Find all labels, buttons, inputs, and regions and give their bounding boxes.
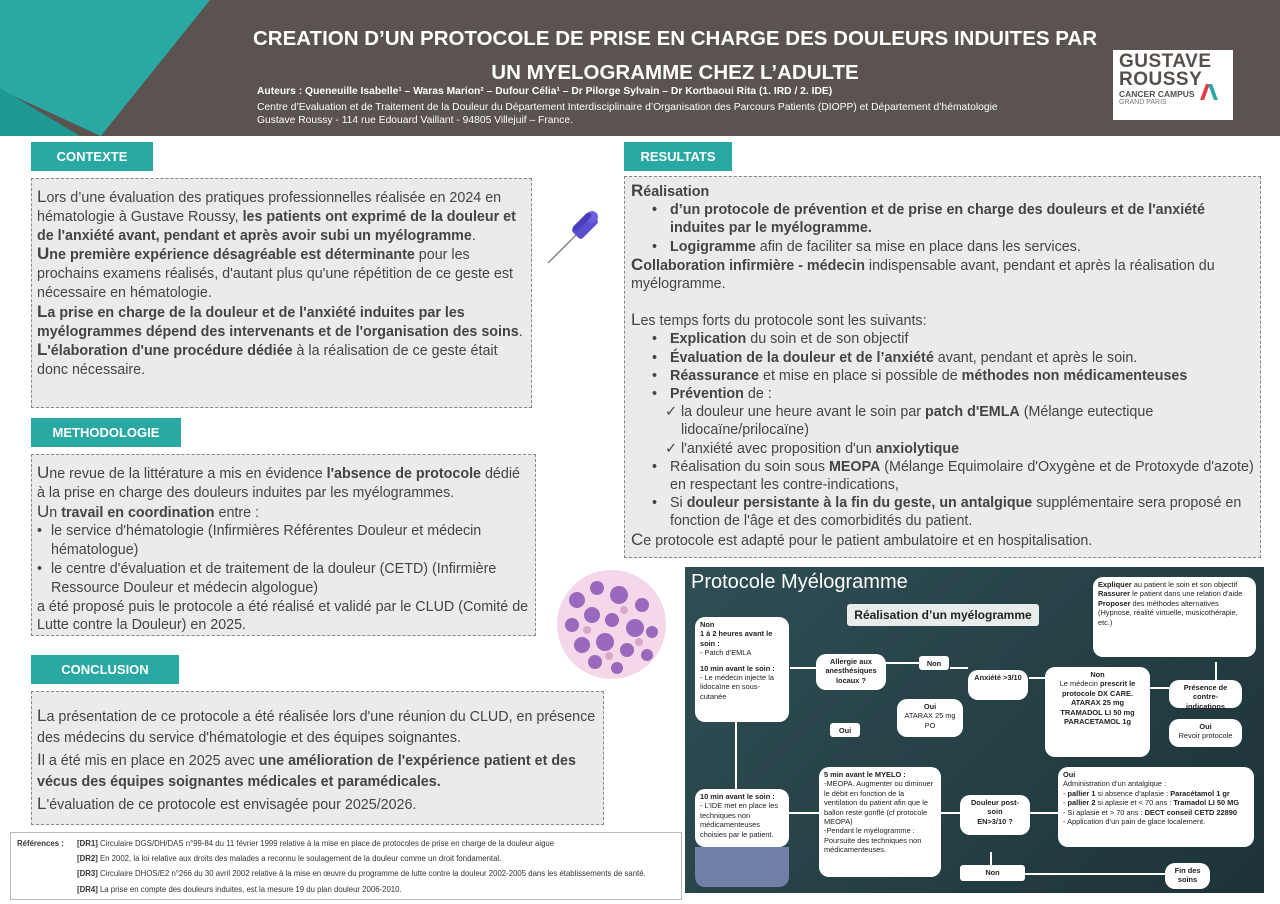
non-node: Non bbox=[919, 656, 949, 670]
resultats-label: RESULTATS bbox=[624, 142, 732, 171]
contre-indications-node: Présence de contre-indications bbox=[1169, 680, 1242, 708]
resultats-box: Réalisation • d’un protocole de prévention et de prise en charge des douleurs et de l'anxiété induites par le myélogramme. • Logigramme afin de faciliter sa mise en place dans les services. Collaboration infirmière - médecin indispensable avant, pendant et après la réalisation du myélogramme. Les temps forts du protocole sont les suivants: • Explication du soin et de son objectif • Évaluation de la douleur et de l’anxiété avant, pendant et après le soin. • Réassurance et mise en place si possible de méthodes non médicamenteuses • Prévention de : ✓ la douleur une heure avant le soin par patch d'EMLA (Mélange eutectique lidocaïne/prilocaïne) ✓ l'anxiété avec proposition d'un anxiolytique • Réalisation du soin sous MEOPA (Mélange Equimolaire d'Oxygène et de Protoxyde d'azote) en respectant les contre-indications, • Si douleur persistante à la fin du geste, un antalgique supplémentaire sera proposé en fonction de l'âge et des comorbidités du patient. Ce protocole est adapté pour le patient ambulatoire et en hospitalisation. bbox=[624, 176, 1261, 558]
ide-node: 10 min avant le soin : - L’IDE met en place les techniques non médicamenteuses choisies par le patient. bbox=[695, 789, 789, 847]
oui-node: Oui bbox=[830, 723, 860, 737]
conclusion-box: La présentation de ce protocole a été réalisée lors d'une réunion du CLUD, en présence des médecins du service d'hématologie et des équipes soignantes. Il a été mis en place en 2025 avec une amélioration de l'expérience patient et des vécus des équipes soignantes médicales et paramédicales. L'évaluation de ce protocole est envisagée pour 2025/2026. bbox=[31, 691, 604, 825]
top-right-node: Expliquer au patient le soin et son objectif Rassurer le patient dans une relation d'aide Proposer des méthodes alternatives (Hypnose, réalité virtuelle, musicothérapie, etc.) bbox=[1093, 577, 1256, 657]
methodologie-label: METHODOLOGIE bbox=[31, 418, 181, 447]
contexte-box: Lors d’une évaluation des pratiques professionnelles réalisée en 2024 en hématologie à Gustave Roussy, les patients ont exprimé de la douleur et de l'anxiété avant, pendant et après avoir subi un myélogramme. Une première expérience désagréable est déterminante pour les prochains examens réalisés, d'autant plus qu'une répétition de ce geste est nécessaire en hématologie. La prise en charge de la douleur et de l'anxiété induites par les myélogrammes dépend des intervenants et de l'organisation des soins. L'élaboration d'une procédure dédiée à la réalisation de ce geste était donc nécessaire. bbox=[31, 178, 532, 408]
anxiete-node: Anxiété >3/10 bbox=[968, 670, 1028, 700]
flowchart-header: Réalisation d’un myélogramme bbox=[847, 604, 1039, 626]
atarax-node: Oui ATARAX 25 mg PO bbox=[897, 699, 963, 737]
needle-icon bbox=[544, 205, 606, 267]
left-node-non: Non 1 à 2 heures avant le soin : - Patch d’EMLA 10 min avant le soin : - Le médecin injecte la lidocaïne en sous-cutanée bbox=[695, 617, 789, 722]
references: Références : [DR1] Circulaire DGS/DH/DAS n°99-84 du 11 février 1999 relative à la mise en place de protocoles de prise en charge de la douleur aigue [DR2] En 2002, la loi relative aux droits des malades a reconnu le soulagement de la douleur comme un droit fondamental. [DR3] Circulaire DHOS/E2 n°266 du 30 avril 2002 relative à la mise en œuvre du programme de lutte contre la douleur 2002-2005 dans les établissements de santé. [DR4] La prise en compte des douleurs induites, est la mesure 19 du plan douleur 2006-2010. bbox=[10, 832, 682, 900]
patient-photo bbox=[695, 847, 789, 887]
protocol-flowchart bbox=[685, 567, 1264, 893]
antalgique-node: Oui Administration d’un antalgique : - pallier 1 si absence d’aplasie : Paracétamol 1 gr - pallier 2 si aplasie et < 70 ans : Tramadol LI 50 MG - Si aplasie et > 70 ans : DECT conseil CETD 22890 - Application d’un pain de glace localement. bbox=[1058, 767, 1254, 847]
allergie-node: Allergie aux anesthésiques locaux ? bbox=[816, 654, 886, 690]
methodologie-box: Une revue de la littérature a mis en évidence l'absence de protocole dédié à la prise en charge des douleurs induites par les myélogrammes. Un travail en coordination entre : • le service d'hématologie (Infirmières Référentes Douleur et médecin hématologue) • le centre d'évaluation et de traitement de la douleur (CETD) (Infirmière Ressource Douleur et médecin algologue) a été proposé puis le protocole a été réalisé et validé par le CLUD (Comité de Lutte contre la Douleur) en 2025. bbox=[31, 454, 536, 636]
flowchart-title: Protocole Myélogramme bbox=[691, 571, 908, 593]
image-caption bbox=[548, 274, 606, 296]
bone-marrow-image bbox=[557, 570, 666, 679]
revoir-node: Oui Revoir protocole bbox=[1169, 719, 1242, 747]
fin-node: Fin des soins bbox=[1165, 863, 1210, 889]
institution: Centre d’Evaluation et de Traitement de la Douleur du Département Interdisciplinaire d’Organisation des Parcours Patients (DIOPP) et Département d’hématologie Gustave Roussy - 114 rue Edouard Vaillant - 94805 Villejuif – France. bbox=[257, 102, 998, 126]
authors: Auteurs : Queneuille Isabelle¹ – Waras Marion² – Dufour Célia¹ – Dr Pilorge Sylvain – Dr Kortbaoui Rita (1. IRD / 2. IDE) bbox=[257, 86, 833, 97]
list-item: • le service d'hématologie (Infirmières Référentes Douleur et médecin hématologue) bbox=[37, 522, 531, 560]
non-bottom-node: Non bbox=[960, 865, 1025, 881]
non-prescription-node: Non Le médecin prescrit le protocole DX CARE. ATARAX 25 mg TRAMADOL LI 50 mg PARACETAMOL 1g bbox=[1045, 667, 1150, 757]
list-item: • le centre d'évaluation et de traitement de la douleur (CETD) (Infirmière Ressource Douleur et médecin algologue) bbox=[37, 560, 531, 598]
myelo-node: 5 min avant le MYELO : -MEOPA. Augmenter ou diminuer le débit en fonction de la ventilation du patient afin que le ballon reste gonflé (cf protocole MEOPA) -Pendant le myélogramme : Poursuite des techniques non médicamenteuses. bbox=[819, 767, 941, 877]
gustave-roussy-logo: GUSTAVE ROUSSY CANCER CAMPUS GRAND PARIS bbox=[1113, 50, 1233, 120]
douleur-node: Douleur post-soin EN>3/10 ? bbox=[960, 795, 1030, 835]
page-title: CREATION D’UN PROTOCOLE DE PRISE EN CHARGE DES DOULEURS INDUITES PAR UN MYELOGRAMME CHEZ L’ADULTE bbox=[253, 27, 1097, 84]
header-banner bbox=[0, 0, 1280, 136]
contexte-label: CONTEXTE bbox=[31, 142, 153, 171]
conclusion-label: CONCLUSION bbox=[31, 655, 179, 684]
